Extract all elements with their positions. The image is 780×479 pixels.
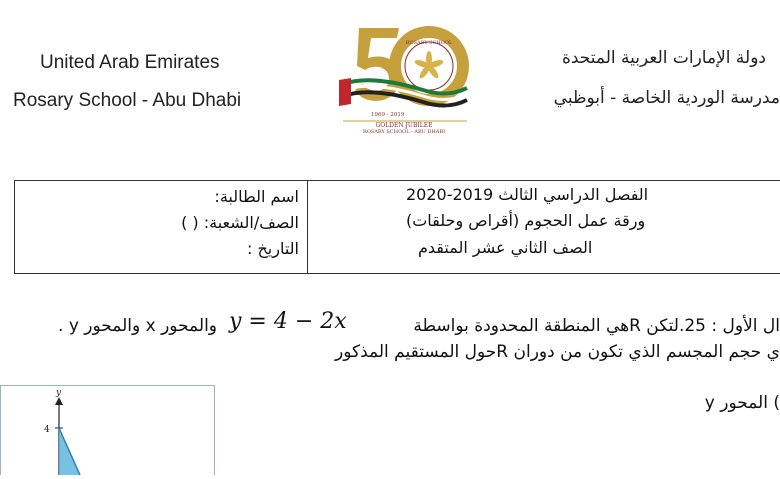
country-name-en: United Arab Emirates [40, 52, 220, 73]
question-equation: y = 4 − 2x [229, 309, 347, 334]
region-graph [0, 385, 215, 475]
logo-years: 1969 - 2019 [371, 112, 405, 118]
student-details-cell [15, 181, 308, 273]
school-name-ar: مدرسة الوردية الخاصة - أبوظبي [553, 88, 780, 108]
logo-caption-line1: GOLDEN JUBILEE [375, 122, 433, 129]
question-line-1-prefix: ال الأول : 25.لتكن Rهي المنطقة المحدودة بواسطة [413, 316, 780, 336]
class-label: الصف/الشعبة: ( ) [181, 213, 299, 232]
school-name-en: Rosary School - Abu Dhabi [13, 90, 242, 111]
term-text: الفصل الدراسي الثالث 2019-2020 [406, 185, 649, 204]
question-line-1-suffix: والمحور x والمحور y . [58, 316, 217, 336]
question-part-a: ) المحور y [704, 393, 780, 413]
worksheet-title: ورقة عمل الحجوم (أقراص وحلقات) [406, 211, 646, 230]
golden-jubilee-logo [337, 20, 472, 135]
country-name-ar: دولة الإمارات العربية المتحدة [561, 48, 766, 68]
logo-caption-line2: ROSARY SCHOOL - ABU DHABI [362, 129, 446, 135]
question-line-2: ي حجم المجسم الذي تكون من دوران Rحول المستقيم المذكور [335, 342, 780, 362]
graph-frame [1, 386, 215, 476]
grade-text: الصف الثاني عشر المتقدم [418, 238, 593, 257]
worksheet-details-cell [308, 181, 780, 273]
student-name-label: اسم الطالبة: [214, 187, 299, 206]
student-info-table [14, 180, 780, 274]
logo-ring-text: ROSARY SCHOOL [405, 40, 453, 46]
y-tick-label: 4 [44, 425, 50, 435]
date-label: التاريخ : [246, 239, 299, 258]
y-axis-label: y [56, 388, 62, 398]
